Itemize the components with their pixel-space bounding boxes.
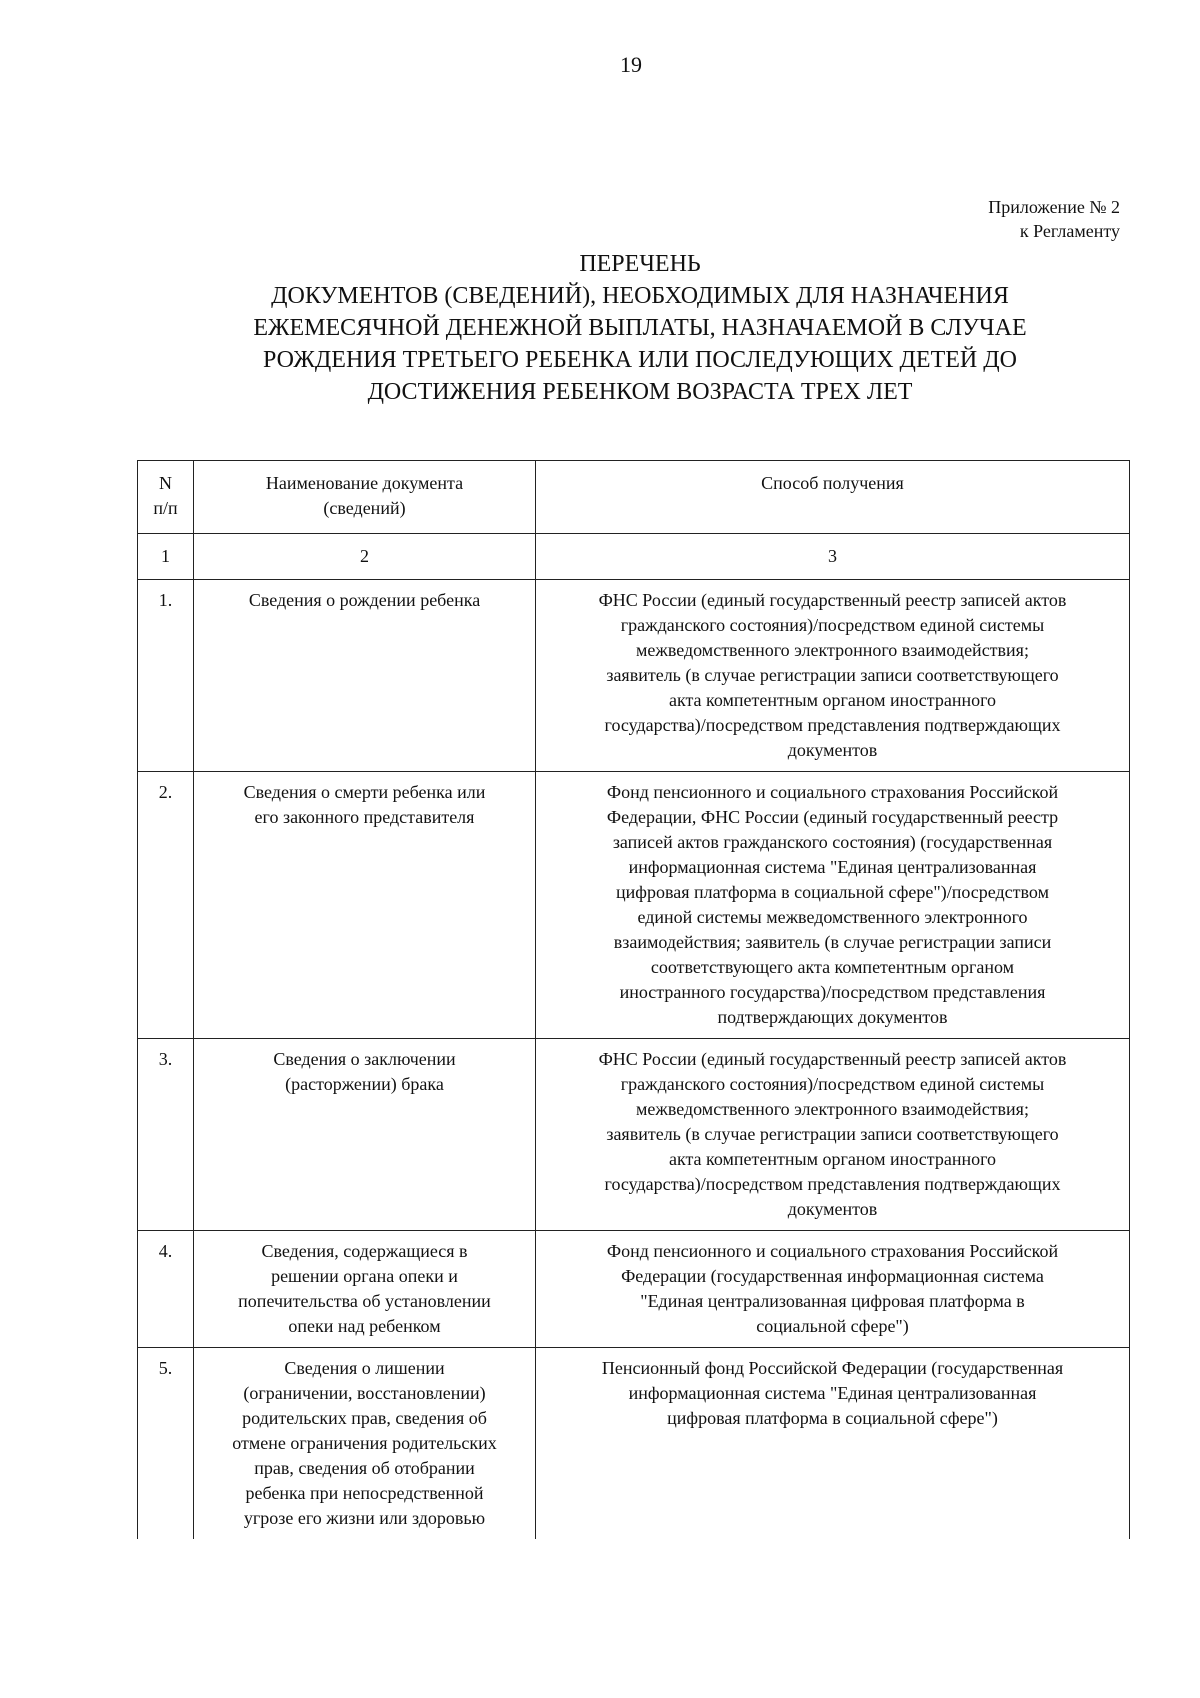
method-line: государства)/посредством представления подтверждающих — [604, 1174, 1061, 1194]
document-name-line: Сведения, содержащиеся в — [261, 1241, 468, 1261]
method-line: записей актов гражданского состояния) (государственная — [612, 832, 1053, 852]
row-number: 5. — [138, 1348, 194, 1540]
row-number: 1. — [138, 580, 194, 772]
method-line: иностранного государства)/посредством представления — [619, 982, 1046, 1002]
row-number: 4. — [138, 1231, 194, 1348]
title-line-5: ДОСТИЖЕНИЯ РЕБЕНКОМ ВОЗРАСТА ТРЕХ ЛЕТ — [367, 379, 913, 405]
header-number-line-1: N — [159, 473, 172, 493]
header-number — [138, 461, 194, 534]
document-name-line: его законного представителя — [254, 807, 475, 827]
method-line: гражданского состояния)/посредством единой системы — [620, 1074, 1045, 1094]
row-document-name — [194, 1231, 536, 1348]
method-line: межведомственного электронного взаимодействия; — [636, 1099, 1029, 1119]
method-line: межведомственного электронного взаимодействия; — [636, 640, 1029, 660]
row-document-name — [194, 580, 536, 772]
header-method: Способ получения — [536, 461, 1130, 534]
method-line: Федерации, ФНС России (единый государственный реестр — [606, 807, 1059, 827]
method-line: гражданского состояния)/посредством единой системы — [620, 615, 1045, 635]
document-name-line: угрозе его жизни или здоровью — [243, 1508, 486, 1528]
method-line: соответствующего акта компетентным органом — [650, 957, 1015, 977]
method-line: информационная система "Единая централизованная — [628, 857, 1037, 877]
method-line: государства)/посредством представления подтверждающих — [604, 715, 1061, 735]
column-number-row — [138, 534, 1130, 580]
header-document-name — [194, 461, 536, 534]
column-number: 3 — [536, 534, 1130, 580]
appendix-note — [988, 195, 1120, 243]
document-name-line: отмене ограничения родительских — [232, 1433, 497, 1453]
row-number: 2. — [138, 772, 194, 1039]
document-name-line: (ограничении, восстановлении) — [243, 1383, 486, 1403]
method-line: "Единая централизованная цифровая платформа в — [640, 1291, 1025, 1311]
document-name-line: опеки над ребенком — [288, 1316, 441, 1336]
method-line: взаимодействия; заявитель (в случае регистрации записи — [613, 932, 1052, 952]
title-line-1: ПЕРЕЧЕНЬ — [579, 251, 701, 277]
document-name-line: Сведения о рождении ребенка — [248, 590, 481, 610]
row-number: 3. — [138, 1039, 194, 1231]
document-title — [140, 248, 1140, 408]
row-document-name — [194, 1039, 536, 1231]
method-line: социальной сфере") — [756, 1316, 909, 1336]
document-name-line: попечительства об установлении — [238, 1291, 491, 1311]
method-line: акта компетентным органом иностранного — [668, 1149, 997, 1169]
row-method — [536, 1348, 1130, 1540]
page-number: 19 — [620, 52, 642, 77]
appendix-line-1: Приложение № 2 — [988, 197, 1120, 217]
document-name-line: Сведения о смерти ребенка или — [243, 782, 486, 802]
method-line: ФНС России (единый государственный реестр записей актов — [598, 590, 1067, 610]
document-name-line: Сведения о лишении — [284, 1358, 445, 1378]
table-row — [138, 580, 1130, 772]
column-number: 2 — [194, 534, 536, 580]
document-name-line: (расторжении) брака — [285, 1074, 444, 1094]
method-line: Федерации (государственная информационная система — [621, 1266, 1044, 1286]
table-row — [138, 772, 1130, 1039]
title-line-2: ДОКУМЕНТОВ (СВЕДЕНИЙ), НЕОБХОДИМЫХ ДЛЯ НАЗНАЧЕНИЯ — [271, 283, 1009, 309]
title-line-4: РОЖДЕНИЯ ТРЕТЬЕГО РЕБЕНКА ИЛИ ПОСЛЕДУЮЩИХ ДЕТЕЙ ДО — [263, 347, 1017, 373]
table-row — [138, 1039, 1130, 1231]
method-line: подтверждающих документов — [717, 1007, 948, 1027]
document-name-line: Сведения о заключении — [273, 1049, 456, 1069]
table-row — [138, 1348, 1130, 1540]
method-line: информационная система "Единая централизованная — [628, 1383, 1037, 1403]
method-line: Фонд пенсионного и социального страхования Российской — [606, 1241, 1059, 1261]
method-line: единой системы межведомственного электронного — [637, 907, 1028, 927]
documents-table — [137, 460, 1130, 1539]
method-line: документов — [787, 740, 878, 760]
row-method — [536, 772, 1130, 1039]
table-row — [138, 1231, 1130, 1348]
method-line: заявитель (в случае регистрации записи соответствующего — [606, 665, 1059, 685]
header-number-line-2: п/п — [153, 498, 178, 518]
header-name-line-2: (сведений) — [323, 498, 406, 518]
method-line: заявитель (в случае регистрации записи соответствующего — [606, 1124, 1059, 1144]
document-name-line: прав, сведения об отобрании — [254, 1458, 475, 1478]
header-name-line-1: Наименование документа — [265, 473, 464, 493]
table-header-row — [138, 461, 1130, 534]
document-name-line: родительских прав, сведения об — [242, 1408, 487, 1428]
method-line: цифровая платформа в социальной сфере")/посредством — [616, 882, 1049, 902]
appendix-line-2: к Регламенту — [1019, 221, 1120, 241]
method-line: цифровая платформа в социальной сфере") — [667, 1408, 998, 1428]
document-name-line: ребенка при непосредственной — [245, 1483, 484, 1503]
title-line-3: ЕЖЕМЕСЯЧНОЙ ДЕНЕЖНОЙ ВЫПЛАТЫ, НАЗНАЧАЕМОЙ В СЛУЧАЕ — [253, 315, 1027, 341]
row-method — [536, 580, 1130, 772]
method-line: Пенсионный фонд Российской Федерации (государственная — [601, 1358, 1064, 1378]
document-name-line: решении органа опеки и — [271, 1266, 458, 1286]
row-document-name — [194, 772, 536, 1039]
row-method — [536, 1231, 1130, 1348]
method-line: ФНС России (единый государственный реестр записей актов — [598, 1049, 1067, 1069]
column-number: 1 — [138, 534, 194, 580]
row-method — [536, 1039, 1130, 1231]
row-document-name — [194, 1348, 536, 1540]
method-line: Фонд пенсионного и социального страхования Российской — [606, 782, 1059, 802]
method-line: документов — [787, 1199, 878, 1219]
method-line: акта компетентным органом иностранного — [668, 690, 997, 710]
